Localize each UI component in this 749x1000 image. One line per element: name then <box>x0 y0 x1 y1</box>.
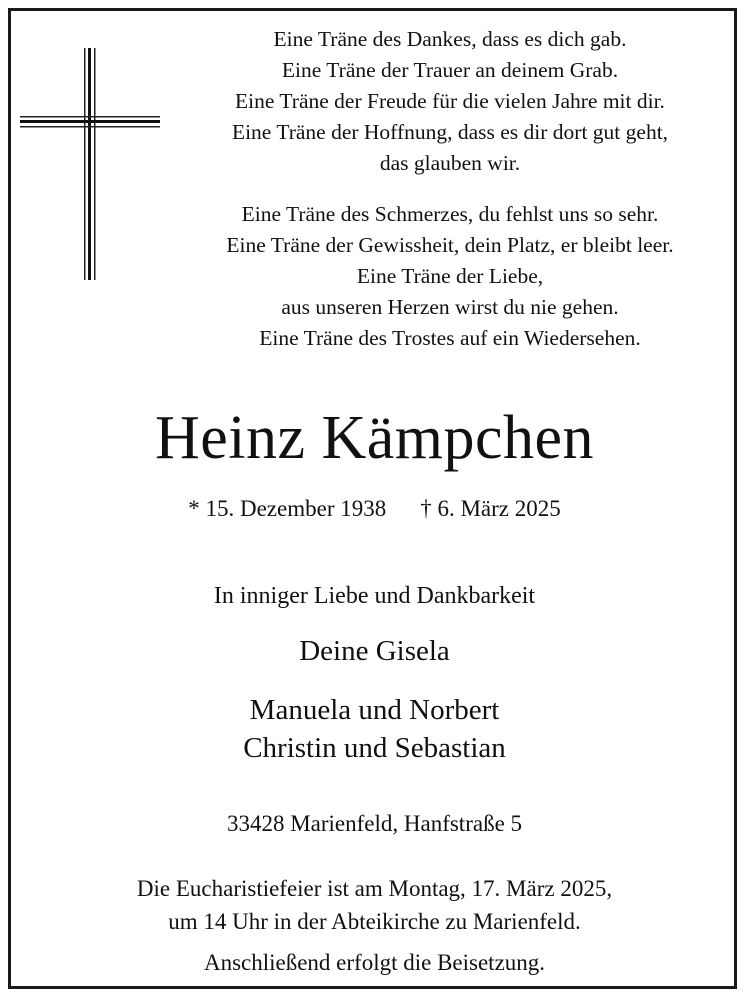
poem-line: Eine Träne der Trauer an deinem Grab. <box>281 58 619 82</box>
deceased-name: Heinz Kämpchen <box>154 404 595 472</box>
poem-stanza-1 <box>170 24 730 179</box>
address: 33428 Marienfeld, Hanfstraße 5 <box>226 811 523 836</box>
service-info <box>0 872 749 938</box>
spouse-signature: Deine Gisela <box>299 635 450 667</box>
family-line: Christin und Sebastian <box>243 732 506 764</box>
poem-line: Eine Träne der Gewissheit, dein Platz, er bleibt leer. <box>226 233 674 257</box>
poem-line: Eine Träne der Liebe, <box>356 264 544 288</box>
family-line: Manuela und Norbert <box>249 694 500 726</box>
service-line: Die Eucharistiefeier ist am Montag, 17. März 2025, <box>136 876 613 901</box>
poem-line: Eine Träne des Trostes auf ein Wiedersehen. <box>259 326 641 350</box>
life-dates <box>0 493 749 525</box>
mourners-intro: In inniger Liebe und Dankbarkeit <box>213 583 536 609</box>
service-line: um 14 Uhr in der Abteikirche zu Marienfeld. <box>168 909 581 934</box>
poem-line: aus unseren Herzen wirst du nie gehen. <box>281 295 619 319</box>
poem-line: Eine Träne der Hoffnung, dass es dir dort gut geht, <box>231 120 669 144</box>
burial-info: Anschließend erfolgt die Beisetzung. <box>203 950 546 975</box>
poem-line: Eine Träne des Dankes, dass es dich gab. <box>273 27 627 51</box>
family-signatures <box>0 691 749 767</box>
cross-icon <box>20 48 160 280</box>
poem-line: das glauben wir. <box>379 151 521 175</box>
poem-line: Eine Träne des Schmerzes, du fehlst uns so sehr. <box>241 202 659 226</box>
death-date: † 6. März 2025 <box>420 496 561 521</box>
birth-date: * 15. Dezember 1938 <box>188 496 387 521</box>
poem-stanza-2 <box>170 199 730 354</box>
poem-line: Eine Träne der Freude für die vielen Jahre mit dir. <box>235 89 665 113</box>
